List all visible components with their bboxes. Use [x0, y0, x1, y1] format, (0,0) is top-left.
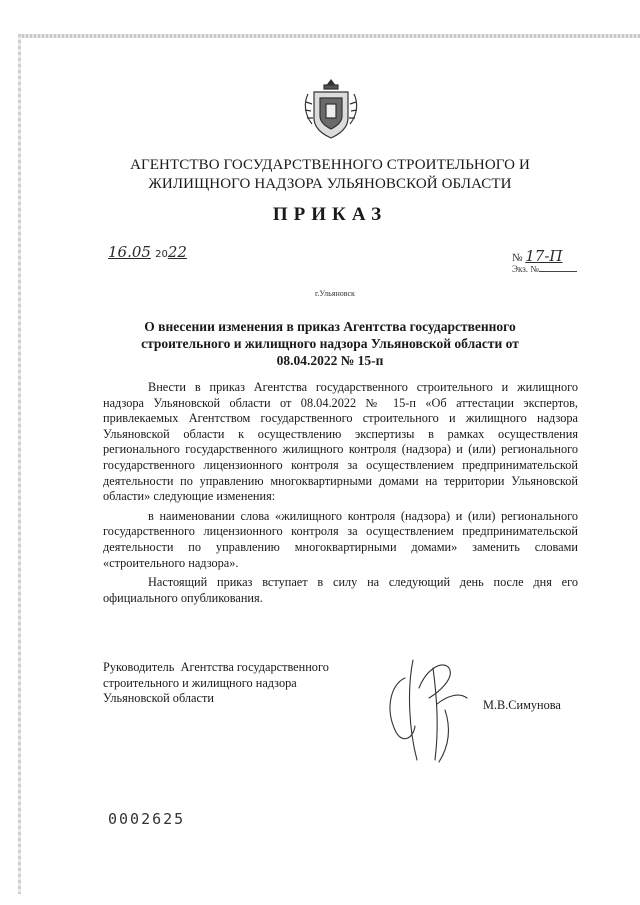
handwritten-signature — [375, 648, 490, 768]
order-body — [103, 380, 578, 610]
signatory-position-line: Руководитель Агентства государственного — [103, 660, 329, 674]
order-number-value: 17-П — [525, 247, 563, 265]
signatory-position — [103, 660, 329, 707]
order-date — [108, 243, 187, 261]
coat-of-arms-emblem — [300, 76, 362, 140]
copy-number-blank — [539, 271, 577, 272]
scan-edge-top — [18, 34, 640, 38]
order-subject: О внесении изменения в приказ Агентства государственного строительного и жилищного надзора Ульяновской области от 08.04.2022 № 15-п — [141, 319, 519, 368]
signatory-position-line: строительного и жилищного надзора — [103, 675, 297, 690]
order-number — [512, 247, 563, 265]
copy-number — [512, 264, 577, 274]
order-number-label: № — [512, 252, 523, 264]
date-year-prefix: 20 — [155, 249, 168, 260]
copy-number-label: Экз. № — [512, 264, 539, 274]
document-type-title: ПРИКАЗ — [272, 204, 388, 225]
date-handwritten: 16.05 — [108, 243, 151, 261]
paragraph: Внести в приказ Агентства государственного строительного и жилищного надзора Ульяновской области от 08.04.2022 № 15-п «Об аттестации экспертов, привлекаемых Агентством государственного строительного и жилищного надзора Ульяновской области к осуществлению экспертизы в рамках осуществления регионального государственного жилищного контроля (надзора) и (или) регионального государственного лицензионного контроля за осуществлением предпринимательской деятельности по управлению многоквартирными домами на территории Ульяновской области» следующие изменения: — [103, 380, 578, 504]
scan-edge-left — [18, 34, 21, 894]
signatory-position-line: Ульяновской области — [103, 691, 214, 706]
date-year-handwritten: 22 — [167, 243, 187, 261]
organization-header: АГЕНТСТВО ГОСУДАРСТВЕННОГО СТРОИТЕЛЬНОГО И ЖИЛИЩНОГО НАДЗОРА УЛЬЯНОВСКОЙ ОБЛАСТИ — [130, 157, 530, 192]
paragraph: в наименовании слова «жилищного контроля (надзора) и (или) регионального государственного лицензионного контроля за осуществлением предпринимательской деятельности по управлению многоквартирными домами» заменить словами «строительного надзора». — [103, 508, 578, 570]
paragraph: Настоящий приказ вступает в силу на следующий день после дня его официального опубликования. — [103, 575, 578, 605]
signatory-name: М.В.Симунова — [483, 698, 561, 712]
document-code: 0002625 — [108, 810, 186, 828]
city: г.Ульяновск — [315, 289, 355, 298]
